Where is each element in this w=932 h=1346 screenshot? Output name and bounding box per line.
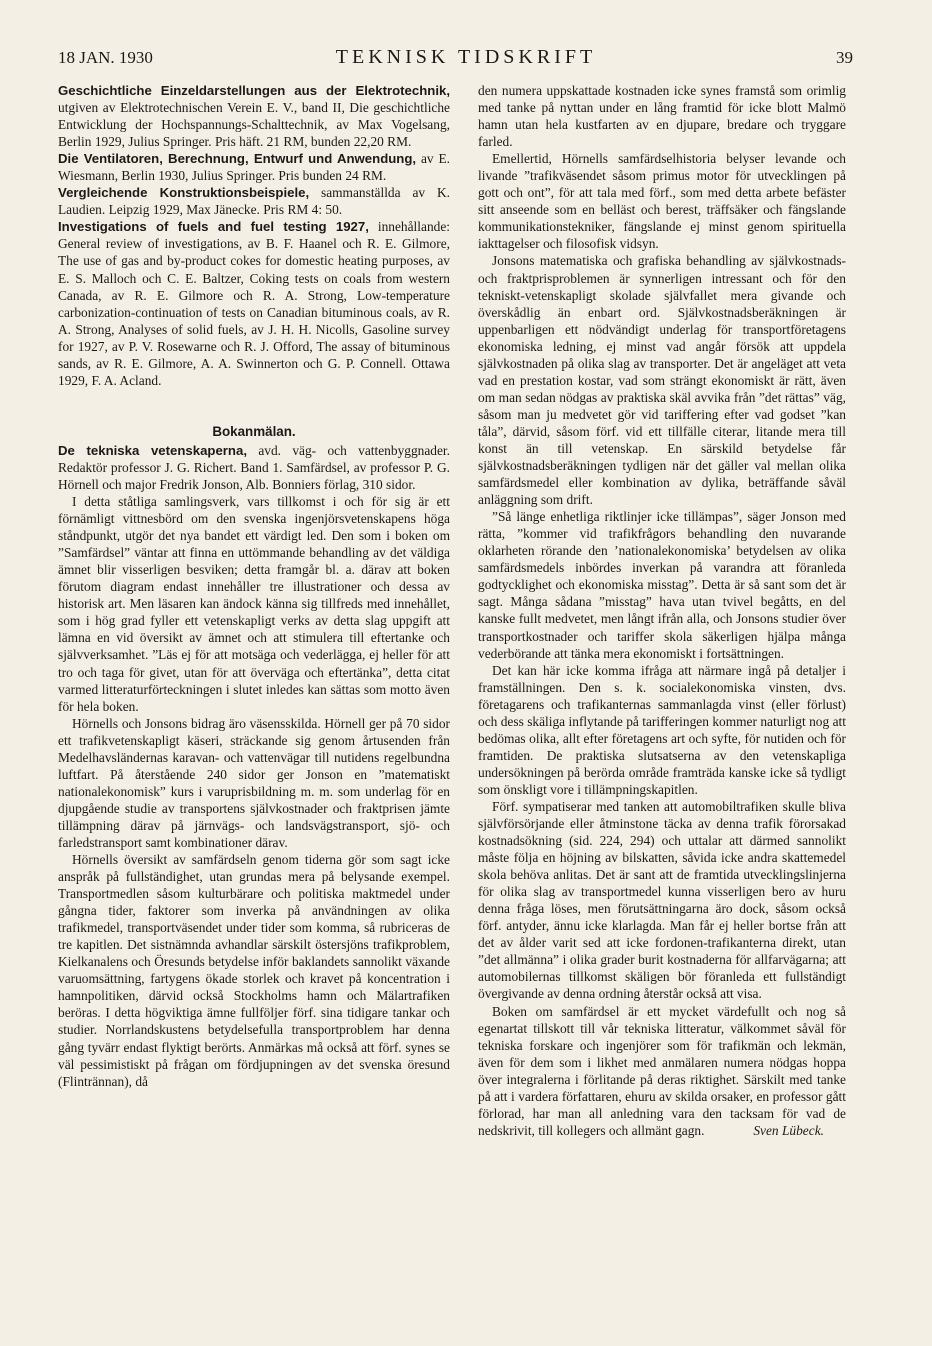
reference-text: innehållande: General review of investigations, av B. F. Haanel och R. E. Gilmore, The use of gas and by-product cokes for domestic heating purposes, av E. S. Malloch och C. E. Baltzer, Coking tests on coals from western Canada, av R. E. Gilmore och R. A. Strong, Low-temperature carbonization-continuation of tests on Canadian bituminous coals, av R. A. Strong, Analyses of solid fuels, av J. H. H. Nicolls, Gasoline survey for 1927, av P. V. Rosewarne och R. J. Offord, The assay of bituminous sands, av R. E. Gilmore, A. A. Swinnerton och G. P. Connell. Ottawa 1929, F. A. Acland. (58, 219, 450, 388)
body-paragraph: Boken om samfärdsel är ett mycket värdefullt och nog så egenartat tillskott till vår tekniska litteratur, välkommet såväl för tekniska forskare och ingenjörer som för trafikmän och lekmän, även för dem som i likhet med anmälaren numera nödgas hoppa över integralerna i förlitande på deras riktighet. Särskilt med tanke på att i vardera författaren, ehuru av skilda orsaker, en professor gått förlorad, har man all anledning vara den tacksam för vad de nedskrivit, till kollegers och allmänt gagn. (478, 1003, 846, 1138)
body-paragraph: den numera uppskattade kostnaden icke synes framstå som orimlig med tanke på nyttan under en lång framtid för icke blott Malmö hamn utan hela kustfarten av en djupare, bredare och tryggare farled. (478, 83, 846, 150)
left-column (58, 82, 450, 1090)
reference-entry (58, 184, 450, 218)
reference-text: utgiven av Elektrotechnischen Verein E. V., band II, Die geschichtliche Entwicklung der Hochspannungs-Schalttechnik, av Max Vogelsang, Berlin 1929, Julius Springer. Pris häft. 21 RM, bunden 22,20 RM. (58, 100, 450, 150)
reference-text: sammanställda av K. Laudien. Leipzig 1929, Max Jänecke. Pris RM 4: 50. (58, 185, 450, 218)
reference-title: Vergleichende Konstruktionsbeispiele, (58, 185, 310, 201)
reference-title: Investigations of fuels and fuel testing 1927, (58, 219, 369, 235)
reference-title: Geschichtliche Einzeldarstellungen aus der Elektrotechnik, (58, 83, 450, 98)
body-paragraph: Hörnells och Jonsons bidrag äro väsensskilda. Hörnell ger på 70 sidor ett trafikvetenskapligt käseri, sträckande sig genom årtusenden från Medelhavsländernas karavan- och vattenvägar till nutidens regelbundna luftfart. På återstående 240 sidor ger Jonson en ”matematiskt nationalekonomisk” kurs i varuprisbildning m. m. som underlag för en djupgående studie av transportens självkostnader och fraktprisen jämte tillämpning därav på järnvägs- och landsvägstransport, sjö- och farledstransport samt kombinationer därav. (58, 715, 450, 850)
section-heading: Bokanmälan. (212, 423, 296, 439)
reviewer-signature: Sven Lübeck. (753, 1122, 824, 1138)
header-date: 18 JAN. 1930 (58, 48, 153, 67)
body-paragraph: Jonsons matematiska och grafiska behandling av självkostnads- och fraktprisproblemen är synnerligen intressant och för den tekniskt-vetenskapligt skolade självfallet mera givande och överskådlig än enbart ord. Självkostnadsberäkningen är uppenbarligen ett nödvändigt underlag för transportföretagens ekonomiska ledning, ej minst vad angår försök att uppdela självkostnaden på olika slag av transporter. Det är angeläget att veta vad en prestation kostar, vad som strängt ekonomiskt är rätt, även om man sedan nödgas av praktiska skäl avvika från ”det rättas” väg, såsom man ju medvetet gör vid tariffering efter vad godset ”kan tåla”, därvid, såsom förf. vid ett tillfälle citerar, litande mera till konst än till vetenskap. En särskild betydelse får självkostnadsberäkningen tydligen när det gäller val mellan olika samfärdsmedel eller kombination av dylika, beträffande såväl anläggning som drift. (478, 253, 846, 508)
body-paragraph: Det kan här icke komma ifråga att närmare ingå på detaljer i framställningen. Den s. k. socialekonomiska vinsten, dvs. företagarens och trafikanternas sammanlagda vinst (eller förlust) och dess skäliga inflytande på tarifferingen kommer naturligt nog att bedömas olika, allt efter företagens art och syfte, för nutiden och för framtiden. De praktiska slutsatserna av den vetenskapliga undersökningen på berörda område framträda kanske icke så tydligt som önskligt vore i tillämpningskapitlen. (478, 662, 846, 797)
review-title: De tekniska vetenskaperna, (58, 442, 247, 458)
body-paragraph: Förf. sympatiserar med tanken att automobiltrafiken skulle bliva självförsörjande eller åtminstone täcka av denna trafik förorsakad kostnadsökning (sid. 224, 294) och uttalar att därmed sannolikt måste följa en höjning av bilskatten, såvida icke andra skattemedel skola behöva anlitas. Det är sant att de framtida utvecklingslinjerna för olika slag av transportmedel kunna visserligen bero av huru denna fråga löses, men förutsättningarna äro dock, såsom också förf. antyder, ännu icke klarlagda. Man får ej heller bortse från att det av ålder varit sed att icke fordonen-trafikanterna direkt, utan ”det allmänna” i olika grader burit kostnaderna för allfarvägarna; att automobilernas tillkomst skäligen bör föranleda ett fullständigt övergivande av denna ordning återstår också att visa. (478, 798, 846, 1002)
review-citation-text: avd. väg- och vattenbyggnader. Redaktör professor J. G. Richert. Band 1. Samfärdsel, av professor P. G. Hörnell och major Fredrik Jonson, Alb. Bonniers förlag, 310 sidor. (58, 442, 450, 492)
reference-entry (58, 82, 450, 150)
reference-entry (58, 218, 450, 388)
reference-text: av E. Wiesmann, Berlin 1930, Julius Springer. Pris bunden 24 RM. (58, 151, 450, 184)
reference-title: Die Ventilatoren, Berechnung, Entwurf und Anwendung, (58, 151, 417, 167)
body-paragraph: I detta ståtliga samlingsverk, vars tillkomst i och för sig är ett förnämligt vittnesbörd om den svenska ingenjörsvetenskapens höga ståndpunkt, utgör det nya bandet ett värdigt led. Den som i boken om ”Samfärdsel” väntar att finna en uttömmande behandling av det väldiga ämnet blir visserligen besviken; detta framgår bl. a. därav att boken förutom diagram endast innehåller tre illustrationer och dessa av historisk art. Men läsaren kan ändock känna sig tillfreds med innehållet, som i hög grad fyller ett vetenskapligt verks av detta slag uppgift att lämna en vid översikt av ämnet och att stimulera till eftertanke och självverksamhet. ”Läs ej för att motsäga och vederlägga, ej heller för att tro och taga för givet, utan för att överväga och eftertänka”, detta citat varmed litteraturförteckningen i slutet inledes kan sättas som motto även för hela boken. (58, 494, 450, 714)
right-column (478, 82, 846, 1139)
review-citation (58, 442, 450, 493)
body-paragraph: Emellertid, Hörnells samfärdselhistoria belyser levande och livande ”trafikväsendet såsom primus motor för utvecklingen på gott och ont”, för att tala med förf., som med detta arbete befäster sitt anseende som en belläst och berest, träffsäker och fängslande kommunikationstekniker, fängslande ej minst genom spirituella iakttagelser och filosofisk vidsyn. (478, 151, 846, 252)
body-paragraph: ”Så länge enhetliga riktlinjer icke tillämpas”, säger Jonson med rätta, ”kommer vid trafikfrågors behandling den nuvarande oklarheten rörande den ’nationalekonomiska’ betydelsen av olika samfärdsmedels inbördes inverkan på varandra att föranleda godtycklighet och ekonomiska misstag”. Detta är så sant som det är sagt. Många sådana ”misstag” hava utan tvivel begåtts, en del kanske fullt medvetet, men långt ifrån alla, och Jonsons studier över transportkostnader och tariffer skola säkerligen hjälpa många vederbörande att tänka mera ekonomiskt i fortsättningen. (478, 509, 846, 661)
reference-entry (58, 150, 450, 184)
body-paragraph: Hörnells översikt av samfärdseln genom tiderna gör som sagt icke anspråk på fullständighet, utan grundas mera på belysande exempel. Transportmedlen såsom kulturbärare och politiska maktmedel under gångna tider, faktorer som inverka på användningen av olika trafikmedel, transportväsendet under tider som komma, så rubriceras de tre kapitlen. Det sistnämnda avhandlar särskilt östersjöns trafikproblem, Kielkanalens och Öresunds betydelse inför baklandets sannolikt växande varuomsättning, fartygens ökade storlek och kravet på koncentration i hamnpolitiken, därvid också Stockholms hamn och Mälartrafiken beröras. I detta högviktiga ämne fullföljer förf. sina tidigare tankar och studier. Norrlandskustens betydelsefulla transportproblem har denna gång tyvärr endast flyktigt berörts. Anmärkas må också att förf. synes se väl pessimistiskt på frågan om fördjupningen av det svenska öresund (Flintrännan), då (58, 852, 450, 1089)
header-journal-title: TEKNISK TIDSKRIFT (335, 46, 597, 68)
header-page-number: 39 (836, 48, 853, 67)
